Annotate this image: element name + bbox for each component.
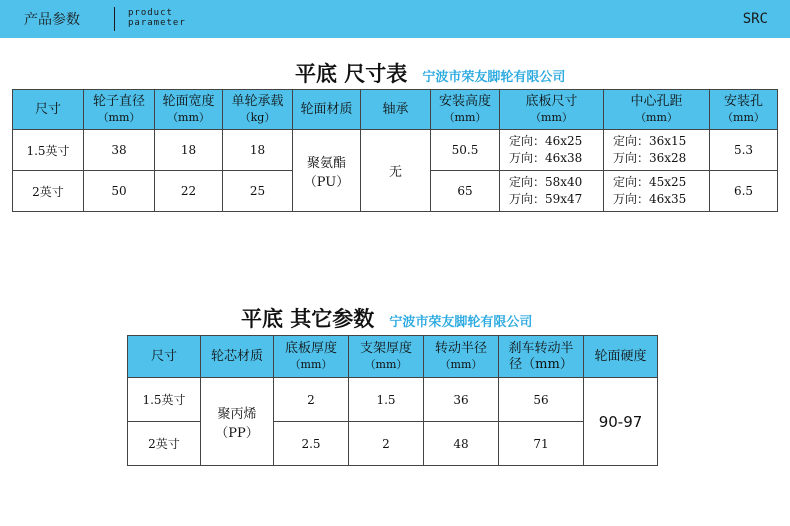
t1-h-load: 单轮承载 （kg）	[223, 90, 293, 130]
t1-h-plate: 底板尺寸 （mm）	[500, 90, 604, 130]
table1-heading	[295, 58, 565, 88]
t1-r1-plate-swivel: 万向：46x38	[509, 151, 583, 165]
t1-r1-load: 18	[223, 130, 293, 171]
t1-h-mount-hole: 安装孔 （mm）	[710, 90, 778, 130]
brand-label: SRC	[742, 11, 768, 27]
t2-core-line1: 聚丙烯	[217, 406, 257, 422]
t1-bearing-cell: 无	[361, 130, 431, 212]
size-table	[12, 89, 778, 212]
t1-h-size: 尺寸	[13, 90, 84, 130]
t1-r1-plate	[500, 130, 604, 171]
t2-hardness-cell: 90-97	[584, 378, 658, 466]
t1-material-cell	[293, 130, 361, 212]
t1-h-width: 轮面宽度 （mm）	[155, 90, 223, 130]
t1-r2-plate-fixed: 定向：58x40	[509, 175, 583, 189]
t2-r1-brake-radius: 56	[499, 378, 584, 422]
table1-company: 宁波市荣友脚轮有限公司	[422, 70, 566, 85]
t1-r1-hole-distance	[604, 130, 710, 171]
t2-core-cell	[201, 378, 274, 466]
t1-r2-plate	[500, 171, 604, 212]
table-row	[128, 378, 658, 422]
t2-r2-plate-thickness: 2.5	[274, 422, 349, 466]
t1-h-hole-distance: 中心孔距 （mm）	[604, 90, 710, 130]
t2-r1-swivel-radius: 36	[424, 378, 499, 422]
t2-r1-size: 1.5英寸	[128, 378, 201, 422]
t2-r2-brake-radius: 71	[499, 422, 584, 466]
t1-r1-mount-hole: 5.3	[710, 130, 778, 171]
t1-r2-size: 2英寸	[13, 171, 84, 212]
t1-h-bearing: 轴承	[361, 90, 431, 130]
t1-r1-height: 50.5	[431, 130, 500, 171]
t1-r2-plate-swivel: 万向：59x47	[509, 192, 583, 206]
t1-r1-hole-fixed: 定向：36x15	[613, 134, 687, 148]
t2-h-brake-radius: 刹车转动半 径（mm）	[499, 336, 584, 378]
table2-title: 平底 其它参数	[241, 307, 375, 331]
t2-r2-bracket-thickness: 2	[349, 422, 424, 466]
t1-r2-hole-fixed: 定向：45x25	[613, 175, 687, 189]
t2-h-bracket-thickness: 支架厚度 （mm）	[349, 336, 424, 378]
t2-h-hardness: 轮面硬度	[584, 336, 658, 378]
banner-title: 产品参数	[24, 12, 80, 28]
table-row	[13, 130, 778, 171]
t2-r1-bracket-thickness: 1.5	[349, 378, 424, 422]
t1-r2-diameter: 50	[84, 171, 155, 212]
banner-subtitle	[128, 8, 186, 28]
t2-r1-plate-thickness: 2	[274, 378, 349, 422]
t2-h-plate-thickness: 底板厚度 （mm）	[274, 336, 349, 378]
t1-r2-hole-swivel: 万向：46x35	[613, 192, 687, 206]
table2-heading	[241, 303, 532, 333]
t1-r2-height: 65	[431, 171, 500, 212]
t1-r1-width: 18	[155, 130, 223, 171]
table1-title: 平底 尺寸表	[295, 62, 408, 86]
t2-r2-swivel-radius: 48	[424, 422, 499, 466]
t2-h-size: 尺寸	[128, 336, 201, 378]
t1-r2-width: 22	[155, 171, 223, 212]
table1-header-row	[13, 90, 778, 130]
t1-r1-size: 1.5英寸	[13, 130, 84, 171]
t1-material-line2: （PU）	[303, 174, 350, 190]
t1-h-material: 轮面材质	[293, 90, 361, 130]
t1-r2-hole-distance	[604, 171, 710, 212]
t2-h-swivel-radius: 转动半径 （mm）	[424, 336, 499, 378]
t2-r2-size: 2英寸	[128, 422, 201, 466]
t1-r1-plate-fixed: 定向：46x25	[509, 134, 583, 148]
t1-r2-load: 25	[223, 171, 293, 212]
t1-r1-diameter: 38	[84, 130, 155, 171]
banner-divider	[114, 7, 115, 31]
t2-h-core: 轮芯材质	[201, 336, 274, 378]
top-banner	[0, 0, 790, 38]
table2-header-row	[128, 336, 658, 378]
t1-r1-hole-swivel: 万向：36x28	[613, 151, 687, 165]
banner-subtitle-line1: product	[128, 8, 173, 18]
t2-core-line2: （PP）	[215, 425, 259, 441]
t1-r2-mount-hole: 6.5	[710, 171, 778, 212]
other-params-table	[127, 335, 658, 466]
t1-h-diameter: 轮子直径 （mm）	[84, 90, 155, 130]
banner-subtitle-line2: parameter	[128, 18, 186, 28]
table2-company: 宁波市荣友脚轮有限公司	[389, 315, 533, 330]
t1-material-line1: 聚氨酯	[306, 155, 346, 171]
t1-h-height: 安装高度 （mm）	[431, 90, 500, 130]
